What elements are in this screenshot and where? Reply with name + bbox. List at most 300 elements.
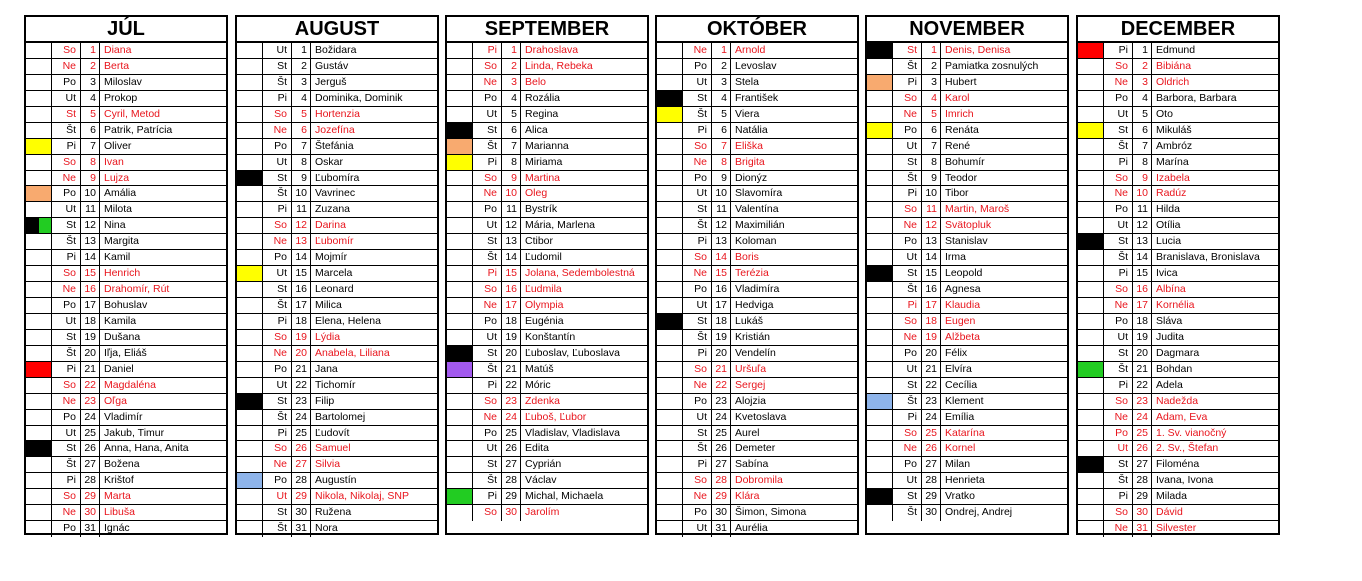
- name-day: Iľja, Eliáš: [104, 346, 147, 359]
- day-of-week: Pi: [263, 202, 292, 217]
- name-day: René: [945, 139, 971, 152]
- name-day: Silvester: [1156, 522, 1197, 535]
- day-row: [867, 75, 1067, 91]
- day-of-week: Po: [473, 91, 502, 106]
- name-day: Milan: [945, 458, 971, 471]
- day-of-week: Pi: [1104, 378, 1133, 393]
- day-row: [867, 426, 1067, 442]
- name-day: František: [735, 91, 779, 104]
- day-number: 7: [922, 139, 941, 154]
- name-day: Elena, Helena: [315, 314, 381, 327]
- day-of-week: Pi: [473, 43, 502, 58]
- day-marker: [1078, 186, 1104, 201]
- day-row: [447, 155, 647, 171]
- day-of-week: Št: [893, 394, 922, 409]
- name-day: Edita: [525, 442, 549, 455]
- day-of-week: St: [1104, 234, 1133, 249]
- marker-black: [447, 346, 472, 361]
- day-number: 7: [712, 139, 731, 154]
- day-marker: [1078, 266, 1104, 281]
- day-marker: [867, 155, 893, 170]
- day-number: 31: [712, 521, 731, 537]
- day-marker: [657, 378, 683, 393]
- day-row: [237, 202, 437, 218]
- day-row: [867, 394, 1067, 410]
- day-row: [237, 107, 437, 123]
- day-marker: [447, 362, 473, 377]
- day-number: 30: [292, 505, 311, 520]
- day-row: [26, 410, 226, 426]
- day-of-week: St: [1104, 123, 1133, 138]
- day-of-week: Št: [52, 123, 81, 138]
- day-marker: [657, 489, 683, 504]
- day-marker: [237, 43, 263, 58]
- day-list: [26, 43, 226, 537]
- marker-purple: [447, 362, 472, 377]
- day-of-week: Ne: [263, 346, 292, 361]
- name-day: Dušana: [104, 330, 141, 343]
- name-day: Milica: [315, 299, 342, 311]
- day-number: 20: [712, 346, 731, 361]
- day-marker: [1078, 91, 1104, 106]
- name-day: Marianna: [525, 139, 569, 152]
- day-of-week: Ne: [1104, 521, 1133, 537]
- day-marker: [1078, 489, 1104, 504]
- day-of-week: Ne: [473, 410, 502, 425]
- day-marker: [26, 139, 52, 154]
- day-marker: [237, 139, 263, 154]
- name-day: Teodor: [945, 171, 978, 184]
- name-day: Bohumír: [945, 155, 985, 168]
- day-row: [26, 186, 226, 202]
- day-number: 14: [502, 250, 521, 265]
- day-marker: [237, 346, 263, 361]
- day-row: [1078, 282, 1278, 298]
- day-of-week: St: [52, 107, 81, 122]
- day-of-week: Št: [1104, 139, 1133, 154]
- day-of-week: Ut: [263, 155, 292, 170]
- day-row: [447, 171, 647, 187]
- day-of-week: So: [683, 250, 712, 265]
- day-row: [447, 123, 647, 139]
- day-marker: [26, 298, 52, 313]
- name-day: Kamila: [104, 314, 137, 327]
- day-marker: [237, 505, 263, 520]
- day-row: [26, 43, 226, 59]
- day-marker: [657, 426, 683, 441]
- day-of-week: Ut: [893, 139, 922, 154]
- day-marker: [447, 298, 473, 313]
- day-row: [447, 378, 647, 394]
- day-marker: [447, 410, 473, 425]
- day-number: 11: [292, 202, 311, 217]
- day-number: 24: [922, 410, 941, 425]
- day-of-week: Št: [683, 218, 712, 233]
- marker-green: [39, 218, 52, 233]
- day-of-week: Št: [263, 521, 292, 537]
- day-of-week: Št: [473, 250, 502, 265]
- name-day: Bibiána: [1156, 59, 1192, 72]
- name-day: Hubert: [945, 75, 977, 88]
- day-number: 28: [81, 473, 100, 488]
- day-number: 21: [712, 362, 731, 377]
- day-of-week: Po: [1104, 202, 1133, 217]
- day-of-week: Ut: [473, 441, 502, 456]
- day-number: 16: [502, 282, 521, 297]
- day-row: [1078, 410, 1278, 426]
- day-row: [1078, 505, 1278, 521]
- day-number: 1: [712, 43, 731, 58]
- day-marker: [447, 250, 473, 265]
- name-day: Libuša: [104, 506, 135, 519]
- name-day: Ondrej, Andrej: [945, 506, 1013, 519]
- name-day: Hedviga: [735, 299, 774, 311]
- day-of-week: Ne: [52, 505, 81, 520]
- day-of-week: Po: [263, 473, 292, 488]
- day-row: [867, 155, 1067, 171]
- day-row: [237, 59, 437, 75]
- day-of-week: So: [263, 330, 292, 345]
- day-marker: [26, 155, 52, 170]
- day-of-week: Po: [893, 346, 922, 361]
- name-day: Vendelín: [735, 346, 776, 359]
- day-of-week: Po: [52, 186, 81, 201]
- day-row: [447, 426, 647, 442]
- day-row: [657, 378, 857, 394]
- marker-orange: [447, 139, 472, 154]
- day-marker: [1078, 123, 1104, 138]
- day-marker: [1078, 457, 1104, 472]
- day-number: 30: [922, 505, 941, 521]
- month-3: [655, 15, 859, 535]
- day-number: 18: [1133, 314, 1152, 329]
- day-of-week: Pi: [263, 426, 292, 441]
- day-number: 20: [81, 346, 100, 361]
- day-row: [26, 505, 226, 521]
- name-day: 2. Sv., Štefan: [1156, 442, 1219, 455]
- day-marker: [237, 426, 263, 441]
- name-day: Ignác: [104, 522, 130, 535]
- day-marker: [237, 186, 263, 201]
- day-of-week: Ne: [683, 43, 712, 58]
- name-day: Vladimíra: [735, 283, 780, 296]
- day-row: [1078, 218, 1278, 234]
- day-marker: [867, 489, 893, 504]
- name-day: Mária, Marlena: [525, 219, 596, 232]
- day-marker: [26, 266, 52, 281]
- day-number: 12: [922, 218, 941, 233]
- day-row: [657, 43, 857, 59]
- name-day: Móric: [525, 378, 551, 391]
- day-marker: [447, 139, 473, 154]
- name-day: Irma: [945, 251, 966, 264]
- day-of-week: Ut: [1104, 330, 1133, 345]
- day-marker: [26, 521, 52, 537]
- day-row: [447, 394, 647, 410]
- day-row: [867, 457, 1067, 473]
- day-of-week: Po: [52, 75, 81, 90]
- marker-black: [867, 266, 892, 281]
- day-row: [447, 250, 647, 266]
- day-number: 27: [502, 457, 521, 472]
- day-of-week: Ne: [473, 186, 502, 201]
- day-row: [1078, 91, 1278, 107]
- name-day: Šimon, Simona: [735, 506, 807, 519]
- day-row: [657, 218, 857, 234]
- name-day: Filoména: [1156, 458, 1200, 471]
- day-marker: [657, 171, 683, 186]
- day-row: [237, 521, 437, 537]
- day-of-week: Št: [473, 139, 502, 154]
- day-number: 27: [81, 457, 100, 472]
- day-of-week: Po: [52, 410, 81, 425]
- name-day: Alžbeta: [945, 330, 981, 343]
- day-of-week: Ut: [1104, 218, 1133, 233]
- day-number: 14: [922, 250, 941, 265]
- day-number: 28: [1133, 473, 1152, 488]
- day-marker: [237, 457, 263, 472]
- calendar: [24, 15, 1294, 537]
- day-of-week: Pi: [683, 234, 712, 249]
- day-row: [26, 202, 226, 218]
- day-row: [657, 234, 857, 250]
- day-number: 10: [502, 186, 521, 201]
- day-marker: [26, 250, 52, 265]
- name-day: Leopold: [945, 267, 983, 280]
- day-row: [237, 218, 437, 234]
- name-day: Albína: [1156, 283, 1186, 296]
- day-row: [26, 521, 226, 537]
- day-marker: [237, 489, 263, 504]
- day-of-week: Ut: [473, 107, 502, 122]
- month-title: OKTÓBER: [657, 17, 857, 43]
- day-of-week: Ut: [52, 91, 81, 106]
- day-of-week: Pi: [1104, 489, 1133, 504]
- day-of-week: Ne: [1104, 75, 1133, 90]
- name-day: Bystrík: [525, 203, 558, 216]
- day-row: [237, 171, 437, 187]
- day-row: [1078, 171, 1278, 187]
- day-marker: [657, 186, 683, 201]
- name-day: Boris: [735, 251, 759, 264]
- day-row: [1078, 202, 1278, 218]
- name-day: Ľubomír: [315, 235, 354, 248]
- day-row: [867, 250, 1067, 266]
- day-number: 20: [922, 346, 941, 361]
- day-number: 20: [1133, 346, 1152, 361]
- day-of-week: Št: [683, 107, 712, 122]
- day-number: 24: [502, 410, 521, 425]
- name-day: Krištof: [104, 474, 134, 487]
- day-number: 27: [922, 457, 941, 472]
- day-row: [237, 139, 437, 155]
- day-number: 26: [502, 441, 521, 456]
- day-marker: [237, 59, 263, 74]
- day-marker: [867, 410, 893, 425]
- day-of-week: Po: [893, 234, 922, 249]
- day-of-week: Po: [893, 123, 922, 138]
- day-number: 21: [292, 362, 311, 377]
- day-of-week: Pi: [893, 186, 922, 201]
- day-row: [867, 266, 1067, 282]
- day-number: 3: [712, 75, 731, 90]
- day-list: [867, 43, 1067, 521]
- name-day: Adam, Eva: [1156, 410, 1208, 423]
- day-number: 3: [502, 75, 521, 90]
- day-marker: [657, 218, 683, 233]
- day-number: 6: [712, 123, 731, 138]
- day-row: [26, 394, 226, 410]
- day-row: [237, 346, 437, 362]
- day-marker: [237, 298, 263, 313]
- day-marker: [867, 202, 893, 217]
- day-marker: [657, 330, 683, 345]
- day-number: 3: [922, 75, 941, 90]
- name-day: Olympia: [525, 299, 564, 311]
- name-day: Uršuľa: [735, 362, 767, 375]
- day-number: 26: [81, 441, 100, 456]
- day-row: [867, 91, 1067, 107]
- name-day: Dagmara: [1156, 346, 1200, 359]
- day-of-week: St: [893, 266, 922, 281]
- day-of-week: So: [473, 282, 502, 297]
- day-of-week: Po: [683, 394, 712, 409]
- day-marker: [657, 43, 683, 58]
- name-day: Klaudia: [945, 299, 981, 311]
- day-row: [26, 266, 226, 282]
- day-marker: [26, 378, 52, 393]
- day-number: 13: [81, 234, 100, 249]
- day-of-week: Pi: [52, 250, 81, 265]
- day-of-week: Ne: [893, 441, 922, 456]
- day-number: 6: [81, 123, 100, 138]
- name-day: Henrich: [104, 267, 141, 280]
- day-of-week: Ne: [893, 107, 922, 122]
- day-row: [1078, 123, 1278, 139]
- day-number: 3: [1133, 75, 1152, 90]
- day-number: 27: [292, 457, 311, 472]
- day-marker: [26, 202, 52, 217]
- day-of-week: St: [683, 91, 712, 106]
- day-of-week: Po: [1104, 91, 1133, 106]
- day-number: 19: [292, 330, 311, 345]
- day-of-week: Ne: [683, 489, 712, 504]
- day-of-week: Po: [52, 298, 81, 313]
- day-number: 9: [1133, 171, 1152, 186]
- day-row: [447, 91, 647, 107]
- day-marker: [1078, 314, 1104, 329]
- name-day: Ľuboslav, Ľuboslava: [525, 346, 620, 359]
- day-row: [447, 441, 647, 457]
- day-of-week: St: [473, 234, 502, 249]
- day-marker: [26, 218, 52, 233]
- day-marker: [867, 298, 893, 313]
- day-marker: [657, 314, 683, 329]
- day-number: 11: [712, 202, 731, 217]
- day-marker: [867, 441, 893, 456]
- day-marker: [26, 346, 52, 361]
- month-title: SEPTEMBER: [447, 17, 647, 43]
- day-number: 2: [712, 59, 731, 74]
- day-row: [26, 107, 226, 123]
- day-row: [447, 330, 647, 346]
- day-marker: [657, 441, 683, 456]
- day-row: [447, 43, 647, 59]
- day-marker: [447, 346, 473, 361]
- day-row: [26, 218, 226, 234]
- name-day: Aurélia: [735, 522, 768, 535]
- marker-yellow: [657, 107, 682, 122]
- day-number: 17: [922, 298, 941, 313]
- day-number: 30: [712, 505, 731, 520]
- day-number: 23: [502, 394, 521, 409]
- day-row: [657, 426, 857, 442]
- day-row: [447, 410, 647, 426]
- name-day: Ľudmila: [525, 283, 562, 296]
- day-marker: [657, 107, 683, 122]
- day-of-week: Št: [1104, 362, 1133, 377]
- day-number: 29: [502, 489, 521, 504]
- name-day: Lukáš: [735, 314, 764, 327]
- day-row: [657, 330, 857, 346]
- day-number: 27: [1133, 457, 1152, 472]
- day-row: [237, 410, 437, 426]
- day-of-week: Št: [263, 410, 292, 425]
- day-row: [237, 186, 437, 202]
- name-day: Prokop: [104, 91, 138, 104]
- day-number: 2: [81, 59, 100, 74]
- day-marker: [657, 410, 683, 425]
- day-of-week: Št: [683, 441, 712, 456]
- day-number: 24: [81, 410, 100, 425]
- day-row: [1078, 457, 1278, 473]
- day-number: 7: [292, 139, 311, 154]
- day-number: 29: [292, 489, 311, 504]
- day-row: [26, 473, 226, 489]
- day-of-week: Po: [263, 139, 292, 154]
- day-row: [1078, 298, 1278, 314]
- day-number: 16: [81, 282, 100, 297]
- day-marker: [867, 362, 893, 377]
- name-day: Brigita: [735, 155, 765, 168]
- day-number: 10: [81, 186, 100, 201]
- name-day: Oliver: [104, 139, 132, 152]
- name-day: 1. Sv. vianočný: [1156, 426, 1227, 439]
- name-day: Kvetoslava: [735, 410, 787, 423]
- day-row: [26, 426, 226, 442]
- day-of-week: Ne: [263, 457, 292, 472]
- day-of-week: Pi: [473, 378, 502, 393]
- day-of-week: Št: [1104, 250, 1133, 265]
- day-of-week: St: [683, 314, 712, 329]
- day-number: 21: [1133, 362, 1152, 377]
- day-list: [1078, 43, 1278, 537]
- day-row: [657, 155, 857, 171]
- day-number: 6: [1133, 123, 1152, 138]
- day-row: [657, 107, 857, 123]
- day-marker: [26, 75, 52, 90]
- month-0: [24, 15, 228, 535]
- day-row: [447, 202, 647, 218]
- day-of-week: Po: [683, 505, 712, 520]
- day-of-week: Ut: [683, 298, 712, 313]
- marker-black: [867, 43, 892, 58]
- day-row: [657, 505, 857, 521]
- day-marker: [447, 266, 473, 281]
- day-of-week: St: [893, 43, 922, 58]
- day-number: 5: [712, 107, 731, 122]
- day-number: 18: [922, 314, 941, 329]
